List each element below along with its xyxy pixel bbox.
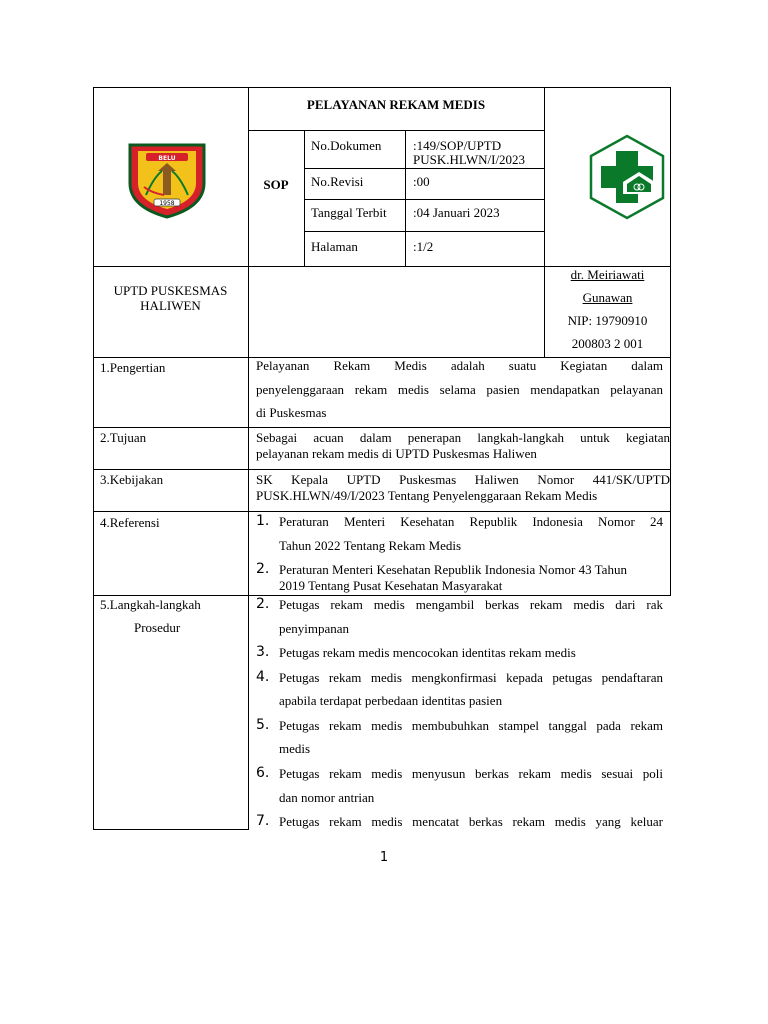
- list-number: 2.: [256, 561, 270, 577]
- org-name-cont: HALIWEN: [140, 298, 201, 313]
- rule: [304, 199, 544, 200]
- rule: [304, 231, 544, 232]
- no-dokumen-label: No.Dokumen: [311, 138, 382, 153]
- no-dokumen-value: :149/SOP/UPTD: [413, 138, 502, 153]
- sop-label: SOP: [263, 177, 289, 192]
- list-item: Peraturan Menteri Kesehatan Republik Indonesia Nomor 43 Tahun: [279, 562, 627, 577]
- list-number: 7.: [256, 813, 270, 829]
- prosedur-label: 5.Langkah-langkah: [100, 597, 201, 612]
- kebijakan-line: PUSK.HLWN/49/I/2023 Tentang Penyelenggaraan Rekam Medis: [256, 488, 598, 503]
- list-number: 3.: [256, 644, 270, 660]
- kebijakan-label: 3.Kebijakan: [100, 472, 164, 487]
- list-number: 6.: [256, 765, 270, 781]
- list-item: Petugas rekam medis mengkonfirmasi kepada petugas pendaftaran: [279, 670, 663, 685]
- list-item-cont: 2019 Tentang Pusat Kesehatan Masyarakat: [279, 578, 503, 593]
- puskesmas-logo: [587, 134, 667, 220]
- regional-coat-of-arms-logo: [124, 137, 210, 219]
- signatory-name: dr. Meiriawati: [570, 267, 645, 282]
- kebijakan-line: SK Kepala UPTD Puskesmas Haliwen Nomor 441/SK/UPTD: [256, 472, 670, 487]
- no-revisi-label: No.Revisi: [311, 174, 364, 189]
- sop-document: [93, 87, 671, 830]
- rule: [93, 511, 671, 512]
- pengertian-line: di Puskesmas: [256, 405, 327, 420]
- tujuan-line: Sebagai acuan dalam penerapan langkah-langkah untuk kegiatan: [256, 430, 670, 445]
- list-item: Petugas rekam medis menyusun berkas rekam medis sesuai poli: [279, 766, 663, 781]
- prosedur-label-cont: Prosedur: [134, 620, 181, 635]
- signatory-nip-cont: 200803 2 001: [571, 336, 644, 351]
- halaman-label: Halaman: [311, 239, 358, 254]
- rule: [304, 168, 544, 169]
- list-number: 4.: [256, 669, 270, 685]
- rule: [93, 87, 671, 88]
- list-item-cont: dan nomor antrian: [279, 790, 375, 805]
- rule: [304, 130, 305, 267]
- list-item: Petugas rekam medis mencatat berkas rekam medis yang keluar: [279, 814, 663, 829]
- tujuan-line: pelayanan rekam medis di UPTD Puskesmas Haliwen: [256, 446, 537, 461]
- svg-text:BELU: BELU: [158, 155, 176, 162]
- org-name: UPTD PUSKESMAS: [113, 283, 228, 298]
- referensi-label: 4.Referensi: [100, 515, 160, 530]
- list-number: 2.: [256, 596, 270, 612]
- rule: [248, 87, 249, 830]
- tanggal-terbit-label: Tanggal Terbit: [311, 205, 387, 220]
- list-item: Petugas rekam medis mencocokan identitas rekam medis: [279, 645, 576, 660]
- pengertian-label: 1.Pengertian: [100, 360, 166, 375]
- rule: [93, 829, 249, 830]
- rule: [248, 130, 544, 131]
- rule: [93, 427, 671, 428]
- rule: [93, 469, 671, 470]
- rule: [93, 595, 671, 596]
- list-number: 1.: [256, 513, 270, 529]
- pengertian-line: Pelayanan Rekam Medis adalah suatu Kegiatan dalam: [256, 358, 663, 373]
- rule: [405, 130, 406, 267]
- no-dokumen-value-cont: PUSK.HLWN/I/2023: [413, 152, 526, 167]
- signatory-name-cont: Gunawan: [582, 290, 633, 305]
- list-number: 5.: [256, 717, 270, 733]
- list-item: Petugas rekam medis mengambil berkas rekam medis dari rak: [279, 597, 663, 612]
- list-item: Peraturan Menteri Kesehatan Republik Indonesia Nomor 24: [279, 514, 663, 529]
- signatory-nip: NIP: 19790910: [567, 313, 648, 328]
- svg-text:1958: 1958: [159, 200, 175, 207]
- list-item-cont: Tahun 2022 Tentang Rekam Medis: [279, 538, 462, 553]
- rule: [93, 87, 94, 830]
- list-item: Petugas rekam medis membubuhkan stampel tanggal pada rekam: [279, 718, 663, 733]
- tanggal-terbit-value: :04 Januari 2023: [413, 205, 500, 220]
- list-item-cont: apabila terdapat perbedaan identitas pasien: [279, 693, 503, 708]
- list-item-cont: medis: [279, 741, 311, 756]
- tujuan-label: 2.Tujuan: [100, 430, 147, 445]
- list-item-cont: penyimpanan: [279, 621, 350, 636]
- pengertian-line: penyelenggaraan rekam medis selama pasien mendapatkan pelayanan: [256, 382, 663, 397]
- page-number: 1: [379, 850, 389, 865]
- no-revisi-value: :00: [413, 174, 430, 189]
- document-title: PELAYANAN REKAM MEDIS: [306, 97, 486, 112]
- halaman-value: :1/2: [413, 239, 434, 254]
